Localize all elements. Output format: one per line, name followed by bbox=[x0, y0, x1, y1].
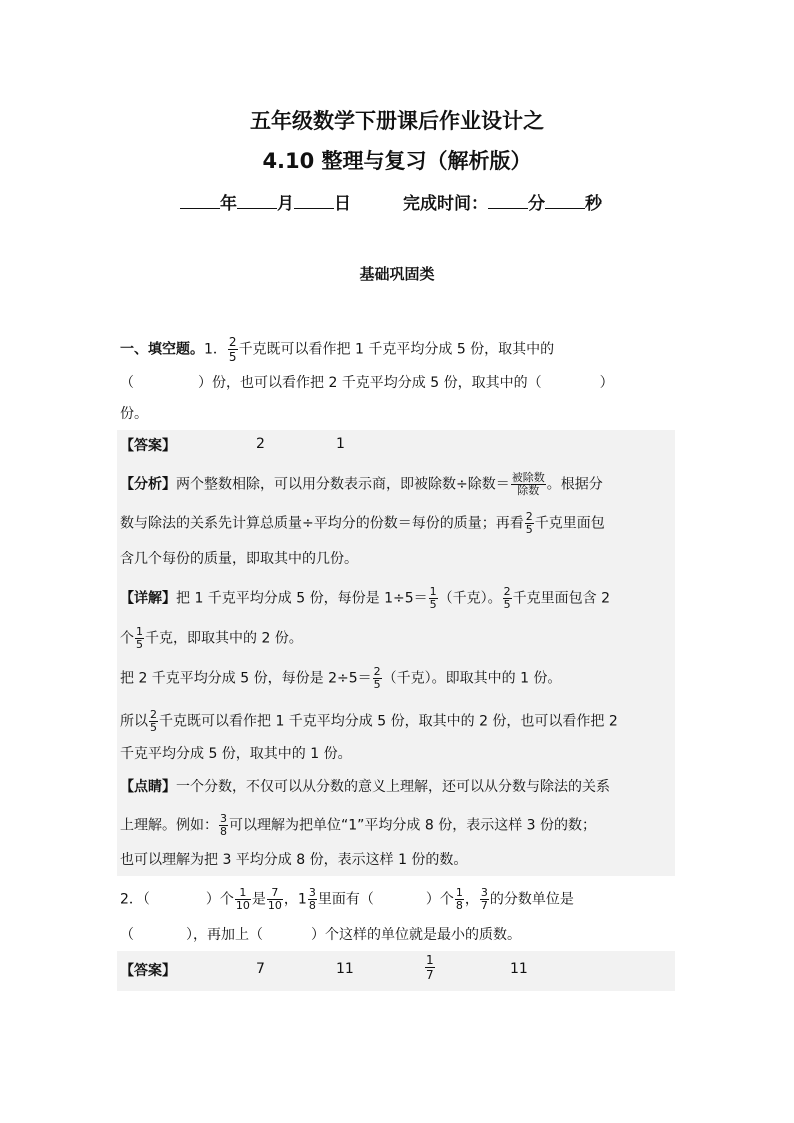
fraction: $\frac{3}{7}$ bbox=[480, 886, 488, 912]
section-heading: 基础巩固类 bbox=[359, 265, 435, 283]
analysis-label: 【分析】 bbox=[120, 476, 176, 493]
q2-answer-row bbox=[120, 961, 176, 981]
time-label: 完成时间： bbox=[403, 194, 488, 214]
analysis-line2: 数与除法的关系先计算总质量÷平均分的份数＝每份的质量；再看 $\frac{2}{5}$ 千克里面包 bbox=[120, 510, 605, 536]
second-blank[interactable] bbox=[545, 194, 585, 209]
detail-label: 【详解】 bbox=[120, 590, 176, 607]
analysis-line3: 含几个每份的质量，即取其中的几份。 bbox=[120, 551, 358, 567]
tip-line1: 【点睛】一个分数，不仅可以从分数的意义上理解，还可以从分数与除法的关系 bbox=[120, 779, 610, 795]
page-title: 五年级数学下册课后作业设计之 bbox=[250, 109, 544, 133]
detail-line2: 个 $\frac{1}{5}$ 千克，即取其中的 2 份。 bbox=[120, 625, 303, 651]
minute-label: 分 bbox=[528, 194, 545, 214]
fraction: $\frac{2}{5}$ bbox=[150, 708, 157, 734]
month-label: 月 bbox=[277, 194, 294, 214]
q2-line1: 2．（ ）个 $\frac{1}{10}$ 是 $\frac{7}{10}$ ，1 $\frac{3}{8}$ 里面有（ ）个 $\frac{1}{8}$ ， $\frac{3}{7}$ 的分数单位是 bbox=[120, 886, 574, 912]
fraction: $\frac{\text{被除数}}{\text{除数}}$ bbox=[511, 471, 545, 497]
q-type-label: 一、填空题。 bbox=[120, 341, 204, 358]
answer-value: 2 bbox=[256, 436, 265, 452]
fraction: $\frac{1}{8}$ bbox=[455, 886, 463, 912]
year-label: 年 bbox=[220, 194, 237, 214]
answer-value: 11 bbox=[510, 961, 528, 977]
tip-line3: 也可以理解为把 3 平均分成 8 份，表示这样 1 份的数。 bbox=[120, 852, 468, 868]
fraction: $\frac{2}{5}$ bbox=[228, 335, 237, 364]
date-completion-line bbox=[180, 189, 602, 214]
answer-label: 【答案】 bbox=[120, 438, 176, 454]
fraction: $\frac{1}{5}$ bbox=[429, 585, 437, 611]
year-blank[interactable] bbox=[180, 194, 220, 209]
q2-solution-box bbox=[117, 951, 675, 991]
q1-line1 bbox=[120, 335, 554, 364]
fraction: $\frac{3}{8}$ bbox=[220, 812, 227, 838]
fraction: $\frac{2}{5}$ bbox=[373, 665, 381, 691]
detail-line3: 把 2 千克平均分成 5 份，每份是 2÷5＝ $\frac{2}{5}$ （千克）。即取其中的 1 份。 bbox=[120, 665, 562, 691]
fraction: $\frac{3}{8}$ bbox=[308, 886, 316, 912]
fraction: $\frac{1}{5}$ bbox=[136, 625, 143, 651]
q1-number: 1． bbox=[204, 341, 227, 358]
fraction: $\frac{7}{10}$ bbox=[267, 886, 282, 912]
answer-value: 7 bbox=[256, 961, 265, 977]
day-label: 日 bbox=[334, 194, 351, 214]
q1-answer-row bbox=[120, 436, 176, 456]
tip-line2: 上理解。例如： $\frac{3}{8}$ 可以理解为把单位“1”平均分成 8 份，表示这样 3 份的数； bbox=[120, 812, 597, 838]
answer-value: 1 bbox=[336, 436, 345, 452]
minute-blank[interactable] bbox=[488, 194, 528, 209]
detail-line1: 【详解】把 1 千克平均分成 5 份，每份是 1÷5＝ $\frac{1}{5}$ （千克）。 $\frac{2}{5}$ 千克里面包含 2 bbox=[120, 585, 610, 611]
q2-number: 2．（ bbox=[120, 891, 150, 908]
detail-line4: 所以 $\frac{2}{5}$ 千克既可以看作把 1 千克平均分成 5 份，取其中的 2 份，也可以看作把 2 bbox=[120, 708, 618, 734]
fraction: $\frac{2}{5}$ bbox=[503, 585, 511, 611]
page-subtitle: 4.10 整理与复习（解析版） bbox=[262, 149, 532, 173]
q1-line2: （ ）份，也可以看作把 2 千克平均分成 5 份，取其中的（ ） bbox=[120, 375, 614, 391]
q1-text: 千克既可以看作把 1 千克平均分成 5 份，取其中的 bbox=[238, 341, 555, 358]
second-label: 秒 bbox=[585, 194, 602, 214]
fraction: $\frac{2}{5}$ bbox=[525, 510, 533, 536]
analysis-line1: 【分析】两个整数相除，可以用分数表示商，即被除数÷除数＝ $\frac{\text{被除数}}{\text{除数}}$ 。根据分 bbox=[120, 471, 603, 497]
month-blank[interactable] bbox=[237, 194, 277, 209]
day-blank[interactable] bbox=[294, 194, 334, 209]
answer-fraction: $\frac{1}{7}$ bbox=[426, 953, 434, 982]
answer-value: 11 bbox=[336, 961, 354, 977]
detail-line5: 千克平均分成 5 份，取其中的 1 份。 bbox=[120, 746, 352, 762]
tip-label: 【点睛】 bbox=[120, 779, 176, 795]
q1-line3: 份。 bbox=[120, 406, 148, 422]
answer-label: 【答案】 bbox=[120, 963, 176, 979]
q2-line2: （ ），再加上（ ）个这样的单位就是最小的质数。 bbox=[120, 927, 521, 943]
fraction: $\frac{1}{10}$ bbox=[235, 886, 250, 912]
